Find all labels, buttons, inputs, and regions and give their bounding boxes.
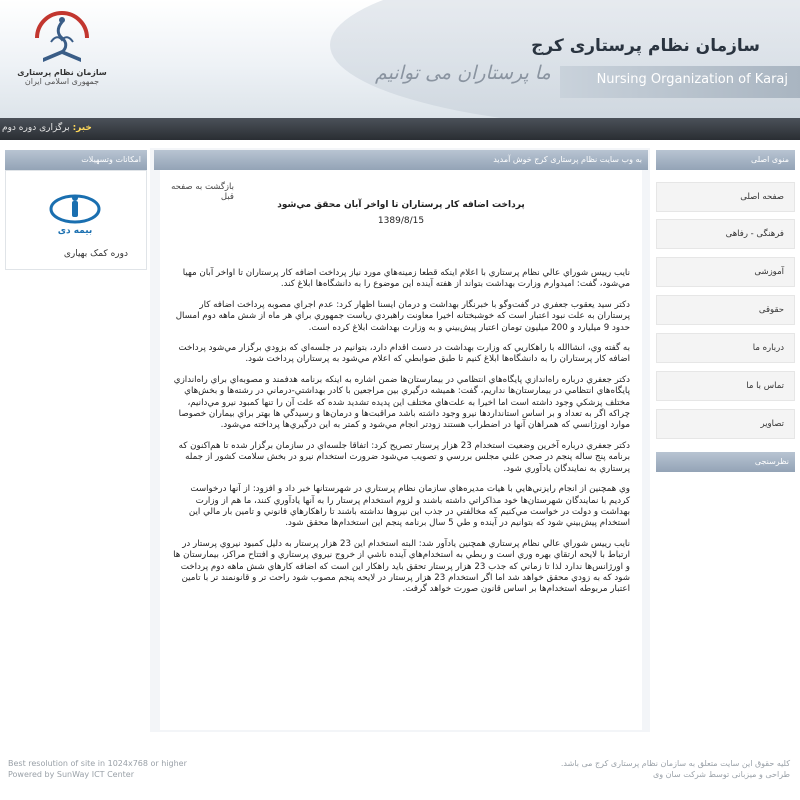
news-ticker-text[interactable] xyxy=(2,123,92,133)
nursing-emblem-icon xyxy=(29,8,95,66)
news-ticker xyxy=(0,118,800,140)
article-paragraph: نايب رييس شوراي عالي نظام پرستاري با اعلام اينكه قطعا زمينه‌هاي مورد نياز پرداخت اضافه كار پرستاران تا اواخر آبان مهيا مي‌شود، گفت: اميدوارم وزارت بهداشت بتواند از هفته آينده اين موضوع را به دانشگاه‌ها ابلاغ كند. xyxy=(182,268,630,290)
copyright-text: کلیه حقوق این سایت متعلق به سازمان نظام پرستاری کرج می باشد. xyxy=(560,759,790,768)
article-paragraph: نايب رييس شوراي عالي نظام پرستاري همچنين يادآور شد: البته استخدام اين 23 هزار پرستار به دليل كمبود نيروي پرستار در ارتباط با لايحه ارتقاي بهره وري است و ربطي به استخدام‌هاي آينده ناشي از خروج نيروي پرستاري و افتتاح مراكز، بيمارستان ها و اورژانس‌ها ندارد لذا تا زماني كه جذب 23 هزار پرستار تحقق بايد راهكار اين است كه اضافه كارهاي شش ماهه دوم پرداخت شود كه به زودي محقق خواهد شد اما اگر استخدام 23 هزار پرستار در لايحه پنجم مصوب شود راحت تر و قانونمند تر با تامين اعتبار مربوطه استخدام‌ها بر اساس قانون صورت خواهد گرفت. xyxy=(173,538,630,595)
news-article xyxy=(160,170,642,730)
menu-item-legal[interactable]: حقوقی xyxy=(656,295,795,325)
menu-item-contact[interactable]: تماس با ما xyxy=(656,371,795,401)
article-body xyxy=(172,268,630,605)
welcome-bar: به وب سایت نظام پرستاری کرج خوش آمدید xyxy=(154,150,648,170)
facilities-header: امکانات وتسهیلات xyxy=(5,150,147,170)
site-footer xyxy=(0,752,800,800)
site-title-fa: سازمان نظام پرستاری کرج xyxy=(531,36,760,56)
main-menu-header: منوی اصلی xyxy=(656,150,795,170)
resolution-note: Best resolution of site in 1024x768 or higher xyxy=(8,759,187,768)
article-paragraph: دكتر سيد يعقوب جعفري در گفت‌وگو با خبرنگار بهداشت و درمان ايسنا اظهار كرد: عدم اجراي مصوبه پرداخت اضافه كار پرستاران به علت نبود اعتبار است كه خوشبختانه اخيرا معاونت راهبردي رياست جمهوري براي هر ماه از شش ماهه دوم امسال حدود 9 ميليارد و 200 ميليون تومان اعتبار پيش‌بيني و به وزارت بهداشت ابلاغ كرده است. xyxy=(175,299,630,333)
site-title-en: Nursing Organization of Karaj xyxy=(596,72,788,87)
insurance-logo[interactable] xyxy=(48,193,104,238)
menu-item-home[interactable]: صفحه اصلی xyxy=(656,182,795,212)
poll-header: نظرسنجی xyxy=(656,452,795,472)
menu-item-cultural[interactable]: فرهنگی - رفاهی xyxy=(656,219,795,249)
article-title: پرداخت اضافه کار پرستاران تا اواخر آبان محقق مي‌شود xyxy=(277,200,525,210)
facilities-panel xyxy=(5,170,147,270)
menu-item-gallery[interactable]: تصاویر xyxy=(656,409,795,439)
article-date: 1389/8/15 xyxy=(377,216,425,226)
article-paragraph: به گفته وي، انشاالله با راهكاريي كه وزارت بهداشت در دست اقدام دارد، بتوانيم در جلسه‌اي كه بزودي برگزار مي‌شود پرداخت اضافه كار پرستاران را به دانشگاه‌ها ابلاغ كنيم تا طبق ضوابطي كه اعلام مي‌شود به پرستاران پرداخت شود. xyxy=(178,343,630,365)
back-link[interactable]: بازگشت به صفحه قبل xyxy=(171,182,234,202)
header-slogan: ما پرستاران می توانیم xyxy=(375,62,551,84)
article-paragraph: دكتر جعفري درباره آخرين وضعيت استخدام 23 هزار پرستار تصريح كرد: اتفاقا جلسه‌اي در سازمان برگزار شده تا هم‌اكنون كه برنامه پنج ساله پنجم در صحن علني مجلس بررسي و تصويب مي‌شود ضرورت استخدام نيرو در بخش سلامت كشور از جمله پرستاري به نمايندگان يادآوري شود. xyxy=(178,440,630,474)
design-credit[interactable]: طراحی و میزبانی توسط شرکت سان وی xyxy=(653,770,790,779)
dey-insurance-icon xyxy=(48,193,104,235)
logo-name: سازمان نظام پرستاری xyxy=(17,68,107,77)
article-paragraph: وي همچنين از انجام رايزني‌هايي با هيات مديره‌هاي سازمان نظام پرستاري در شهرستانها خبر داد و افزود: از آنها درخواست كرديم با نمايندگان شهرستان‌ها خود مذاكراتي داشته باشند و لزوم استخدام پرستار را به آنها يادآوري كنند، ما هم از وزارت بهداشت و دولت در خواست مي‌كنيم كه مخالفتي در جذب اين نيروها نداشته باشند تا راهكارهاي قانوني و تامين بار مالي اين استخدام پيش‌بيني شود كه بتوانيم در آينده و طي 5 سال برنامه پنجم اين استخدام‌ها محقق شود. xyxy=(188,484,630,529)
article-paragraph: دكتر جعفري درباره راه‌اندازي پايگاه‌هاي انتظامي در بيمارستان‌ها ضمن اشاره به اينكه برنامه هدفمند و مصوبه‌اي براي راه‌اندازي پايگاه‌هاي انتظامي در بيمارستان‌ها نداريم، گفت: هميشه درگيري بين مراجعين با كادر بهداشتي-درماني در رشته‌ها و بخش‌هاي مختلف پزشكي وجود داشته است اما اخيرا به علت‌هاي مختلف اين پديده تشديد شده كه علت آن را تنها كمبود نيرو مي‌دانيم، چراكه اگر به تعداد و بر اساس استانداردها نيرو وجود داشته باشد مراقبت‌ها و درمان‌ها و رسيدگي ها بهتر براي بيماران خصوصا موارد اورژانسي كه همراهان آنها در اضطراب هستند زودتر انجام مي‌شود و كمتر به اين درگيري‌ها پرداخته مي‌شود. xyxy=(173,374,630,431)
menu-item-about[interactable]: درباره ما xyxy=(656,333,795,363)
powered-by[interactable]: Powered by SunWay ICT Center xyxy=(8,770,135,779)
menu-item-education[interactable]: آموزشی xyxy=(656,257,795,287)
site-logo[interactable] xyxy=(14,8,110,104)
footer-tech xyxy=(8,758,187,780)
header-decor xyxy=(330,0,800,118)
news-label: خبر: xyxy=(72,123,92,133)
footer-copyright xyxy=(561,758,790,780)
insurance-name: بیمه دی xyxy=(57,226,93,235)
news-headline[interactable]: برگزاری دوره دوم xyxy=(2,123,70,133)
logo-subtitle: جمهوری اسلامی ایران xyxy=(24,77,100,86)
site-header xyxy=(0,0,800,118)
help-course-link[interactable]: دوره کمک بهیاری xyxy=(63,249,128,259)
